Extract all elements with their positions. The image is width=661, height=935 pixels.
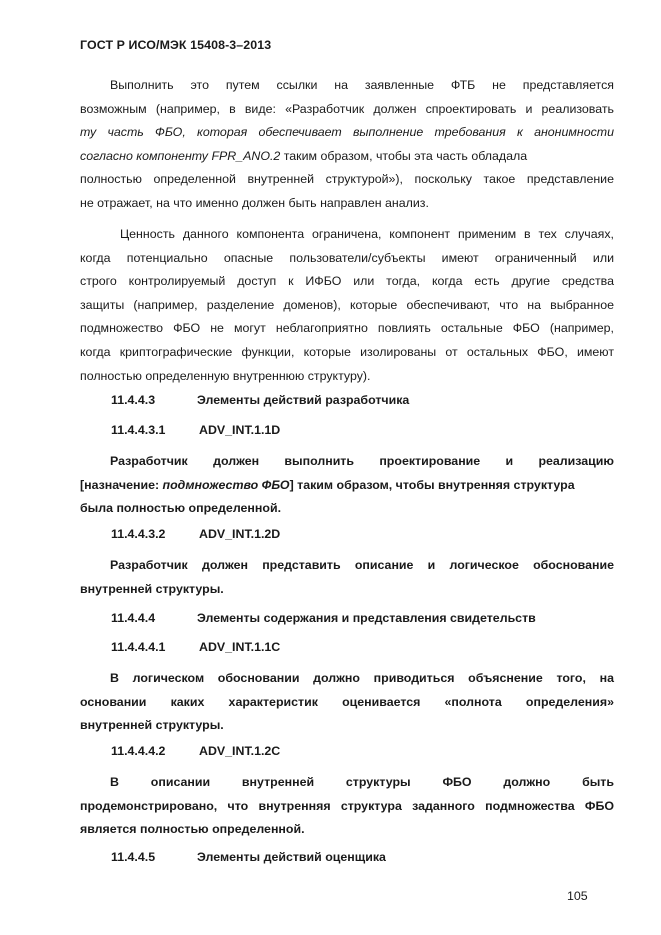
paragraph-line: продемонстрировано, что внутренняя структура заданного подмножества ФБО [80,798,614,813]
paragraph-line: когда криптографические функции, которые изолированы от остальных ФБО, имеют [80,344,614,359]
section-title: ADV_INT.1.1D [199,423,281,437]
paragraph-line: когда потенциально опасные пользователи/субъекты имеют ограниченный или [80,250,614,265]
section-number: 11.4.4.3.1 [111,423,166,437]
page-number: 105 [567,889,588,903]
paragraph-line: Разработчик должен выполнить проектирование и реализацию [110,454,614,468]
section-number: 11.4.4.4.1 [111,640,166,654]
paragraph-line: строго контролируемый доступ к ИФБО или тогда, когда есть другие средства [80,274,614,289]
paragraph-line: полностью определенной внутренней структурой»), поскольку такое представление [80,172,614,187]
paragraph-line: является полностью определенной. [80,822,305,837]
paragraph-adv-int-1-2c [80,771,614,842]
italic-text: согласно компоненту FPR_ANO.2 [80,148,281,163]
paragraph-line: В логическом обосновании должно приводиться объяснение того, на [110,671,614,685]
section-title: Элементы содержания и представления свидетельств [197,611,536,625]
section-title: ADV_INT.1.1C [199,640,281,654]
section-title: ADV_INT.1.2C [199,744,281,758]
paragraph-line [80,145,614,169]
paragraph-component-value [80,223,614,388]
paragraph-line: ту часть ФБО, которая обеспечивает выполнение требования к анонимности [80,125,614,140]
paragraph-line: Разработчик должен представить описание и логическое обоснование [110,558,614,572]
section-title: ADV_INT.1.2D [199,527,281,541]
text: [назначение: [80,477,163,492]
paragraph-line: Ценность данного компонента ограничена, компонент применим в тех случаях, [120,227,614,241]
paragraph-line: основании каких характеристик оценивается «полнота определения» [80,694,614,709]
paragraph-line: внутренней структуры. [80,718,224,733]
section-title: Элементы действий разработчика [197,393,410,407]
paragraph-line: внутренней структуры. [80,581,224,596]
text: ] таким образом, чтобы внутренняя структура [289,477,575,492]
section-number: 11.4.4.4 [111,611,156,625]
text: таким образом, чтобы эта часть обладала [280,148,528,163]
paragraph-adv-int-1-1c [80,667,614,738]
paragraph-line: В описании внутренней структуры ФБО должно быть [110,775,614,789]
paragraph-adv-int-1-2d [80,554,614,601]
paragraph-line: подмножество ФБО не могут неблагоприятно повлиять остальные ФБО (например, [80,321,614,336]
document-header: ГОСТ Р ИСО/МЭК 15408-3–2013 [80,38,272,52]
section-number: 11.4.4.5 [111,850,156,864]
italic-text: подмножество ФБО [162,477,290,492]
section-title: Элементы действий оценщика [197,850,386,864]
section-number: 11.4.4.3.2 [111,527,166,541]
paragraph-line: не отражает, на что именно должен быть направлен анализ. [80,195,429,210]
section-number: 11.4.4.3 [111,393,156,407]
paragraph-line: возможным (например, в виде: «Разработчик должен спроектировать и реализовать [80,101,614,116]
paragraph-line: Выполнить это путем ссылки на заявленные ФТБ не представляется [110,78,614,92]
paragraph-anonymity-example [80,74,614,216]
paragraph-line [80,474,614,498]
paragraph-line: защиты (например, разделение доменов), которые обеспечивают, что на выбранное [80,297,614,312]
paragraph-line: полностью определенную внутреннюю структуру). [80,368,371,383]
paragraph-adv-int-1-1d [80,450,614,521]
section-number: 11.4.4.4.2 [111,744,166,758]
paragraph-line: была полностью определенной. [80,501,282,516]
